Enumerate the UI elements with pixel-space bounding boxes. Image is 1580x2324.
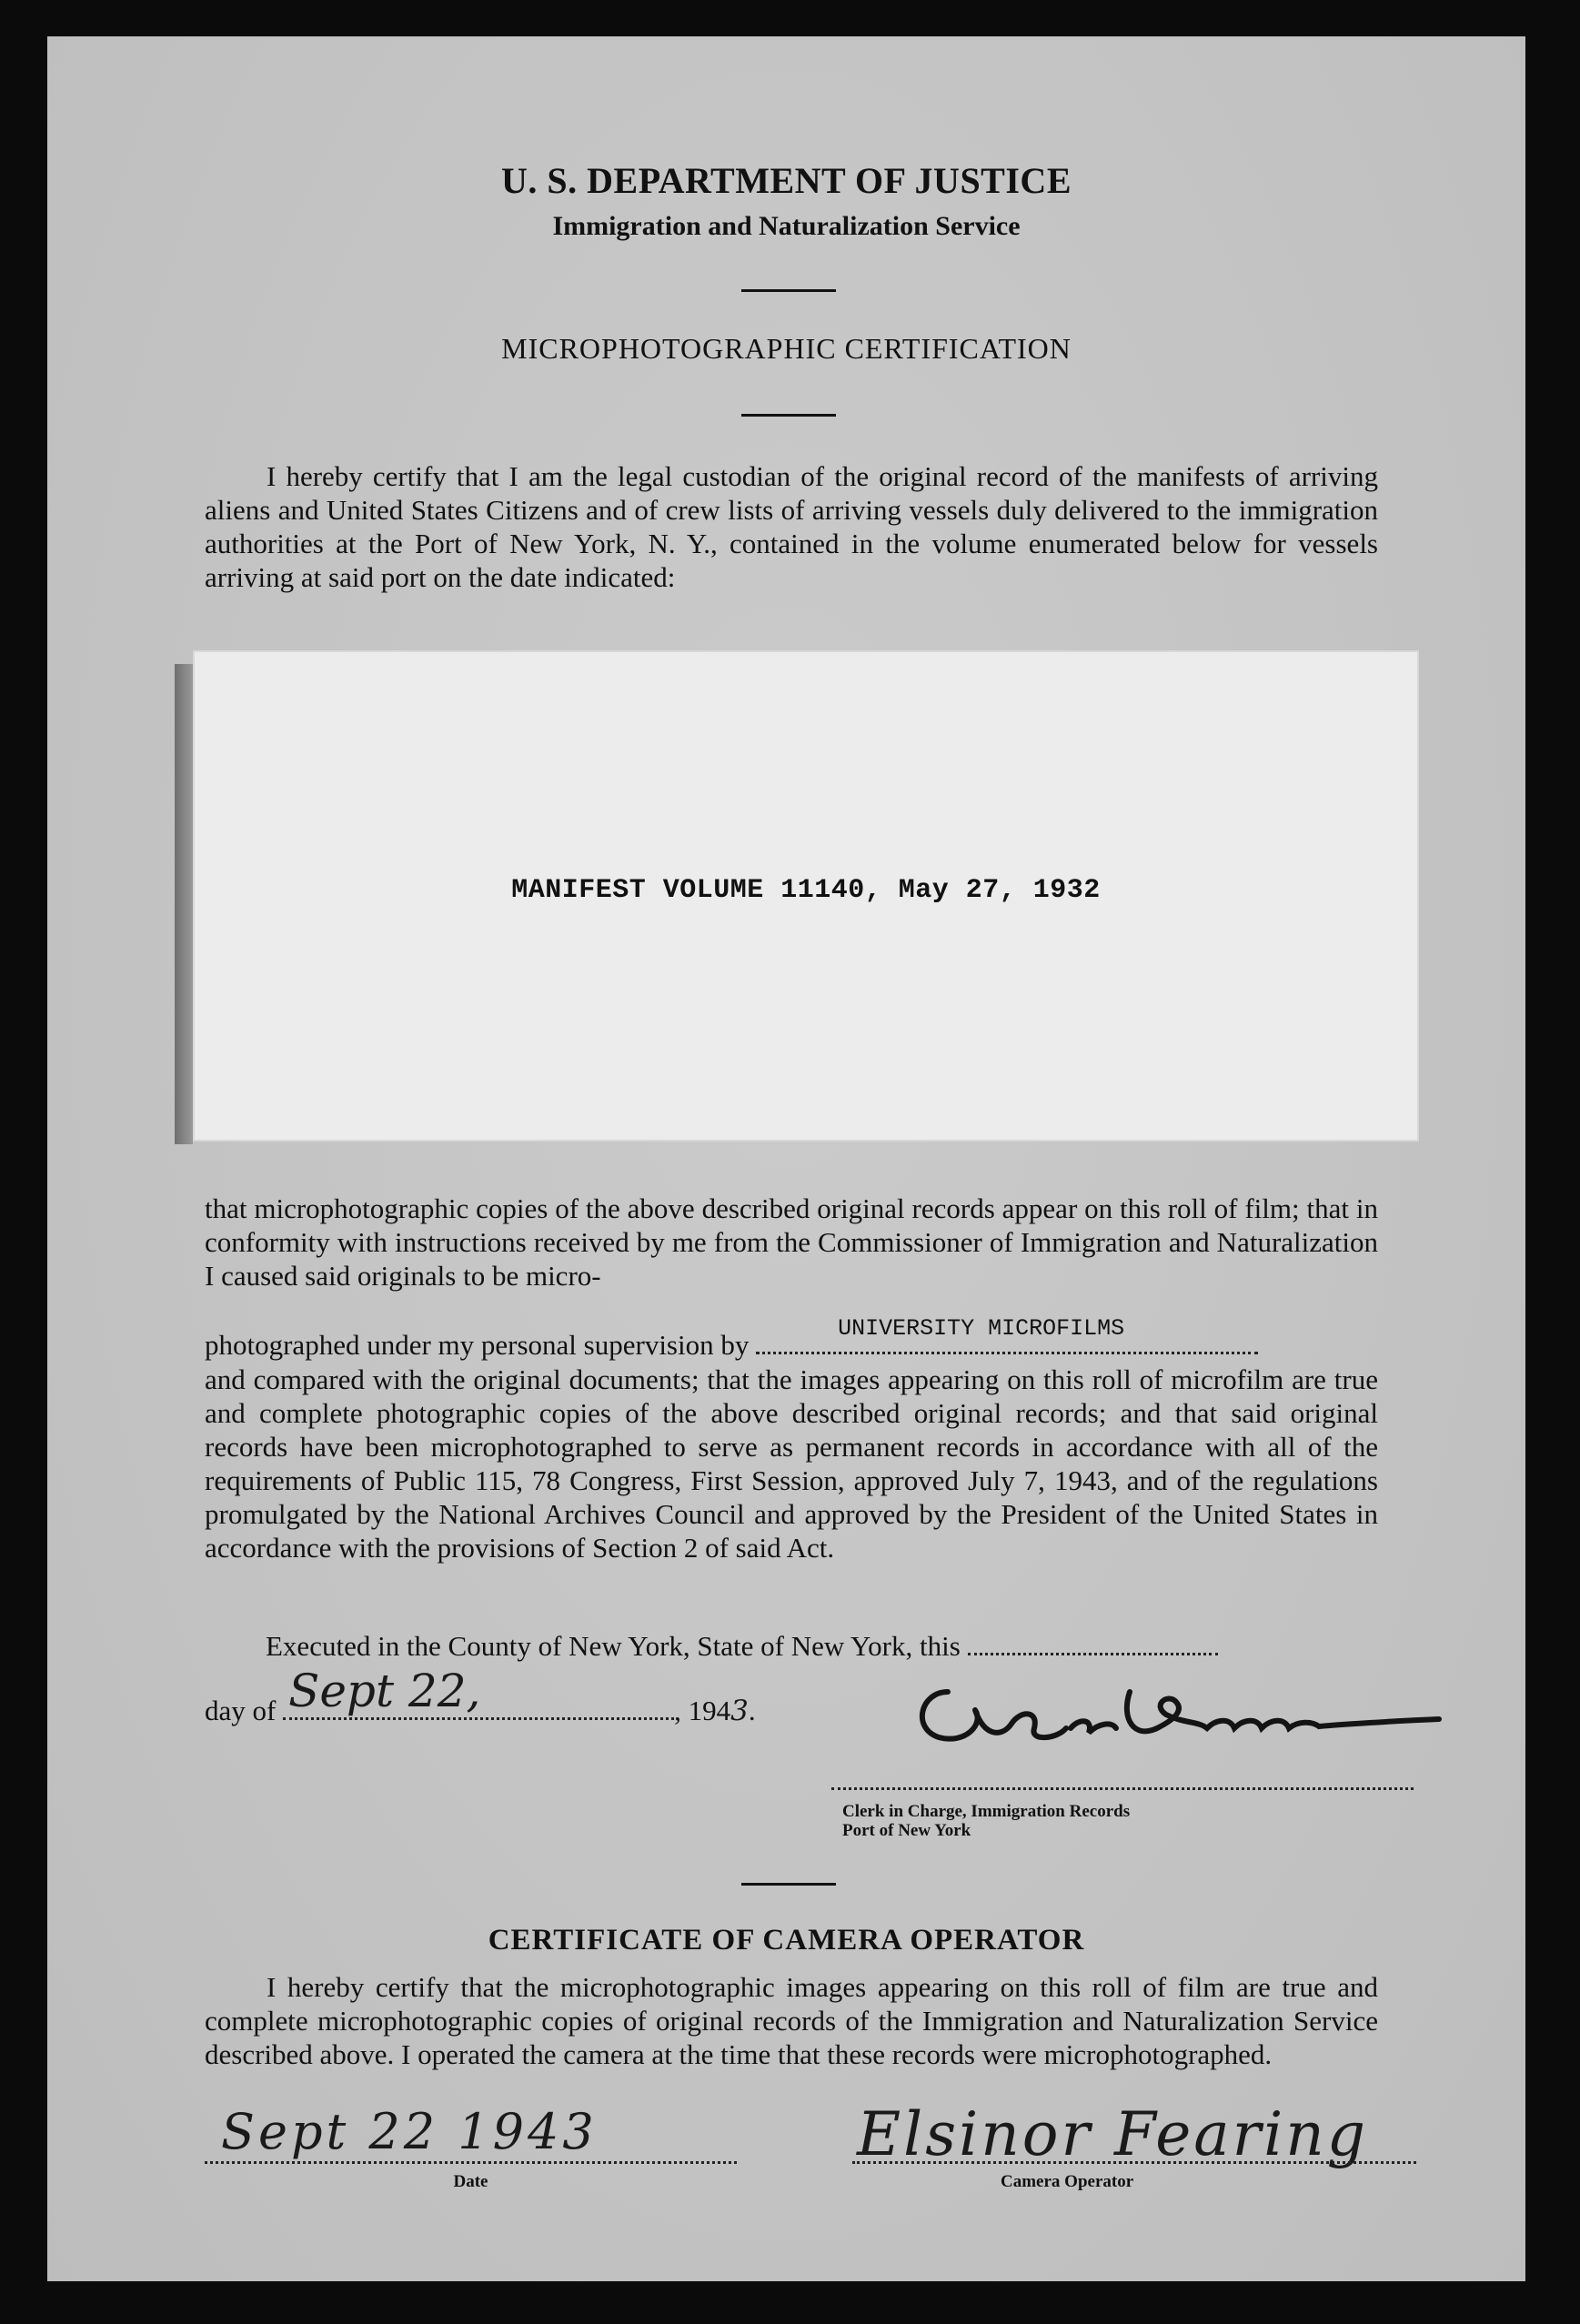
year-suffix: . — [748, 1695, 756, 1726]
executed-text: Executed in the County of New York, State of New York, this — [266, 1630, 961, 1662]
volume-card-text: MANIFEST VOLUME 11140, May 27, 1932 — [511, 875, 1101, 906]
section-divider — [741, 1883, 836, 1886]
camera-certificate-paragraph: I hereby certify that the microphotographic images appearing on this roll of film are true and complete microphotographic copies of original records of the Immigration and Naturalization Service described above. I operated the camera at the time that these records were microphotographed. — [205, 1971, 1378, 2070]
company-fill-line — [756, 1315, 1258, 1354]
supervision-line — [205, 1315, 1378, 1363]
handwritten-year-digit: 3 — [730, 1695, 749, 1727]
department-heading: U. S. DEPARTMENT OF JUSTICE — [501, 160, 1072, 201]
clerk-location: Port of New York — [842, 1821, 971, 1840]
operator-signature: Elsinor Fearing — [857, 2099, 1369, 2169]
certification-title: MICROPHOTOGRAPHIC CERTIFICATION — [501, 332, 1072, 365]
title-divider — [741, 414, 836, 417]
film-paragraph-start: that microphotographic copies of the above described original records appear on this roll of film; that in conformity with instructions received by me from the Commissioner of Immigration and Naturalization I caused said originals to be micro- — [205, 1192, 1378, 1292]
volume-card — [193, 650, 1419, 1142]
day-of-label: day of — [205, 1695, 277, 1726]
service-subheading: Immigration and Naturalization Service — [552, 211, 1021, 241]
clerk-signature — [884, 1637, 1448, 1774]
intro-paragraph: I hereby certify that I am the legal custodian of the original record of the manifests of arriving aliens and United States Citizens and of crew lists of arriving vessels duly delivered to the immigration authorities at the Port of New York, N. Y., contained in the volume enumerated below for vessels arriving at said port on the date indicated: — [205, 460, 1378, 593]
operator-label: Camera Operator — [1001, 2172, 1134, 2191]
card-edge-shadow — [175, 664, 193, 1144]
supervision-text: photographed under my personal supervision by — [205, 1329, 750, 1361]
year-prefix: , 194 — [674, 1695, 731, 1726]
day-of-line — [205, 1665, 756, 1727]
handwritten-exec-date: Sept 22, — [288, 1665, 481, 1717]
camera-date-field — [205, 2103, 737, 2160]
operator-signature-line — [852, 2161, 1416, 2164]
handwritten-camera-date: Sept 22 1943 — [221, 2103, 598, 2160]
typed-company: UNIVERSITY MICROFILMS — [838, 1315, 1125, 1342]
film-paragraph-end: and compared with the original documents; that the images appearing on this roll of microfilm are true and complete photographic copies of the above described original records; and that said original records have been microphotographed to serve as permanent records in accordance with all of the requirements of Public 115, 78 Congress, First Session, approved July 7, 1943, and of the regulations promulgated by the National Archives Council and approved by the President of the United States in accordance with the provisions of Section 2 of said Act. — [205, 1363, 1378, 1564]
date-fill-line — [283, 1665, 674, 1720]
clerk-signature-line — [831, 1787, 1414, 1790]
header-divider — [741, 289, 836, 292]
document-page — [47, 36, 1525, 2281]
clerk-title: Clerk in Charge, Immigration Records — [842, 1802, 1131, 1821]
camera-certificate-title: CERTIFICATE OF CAMERA OPERATOR — [488, 1924, 1085, 1957]
operator-signature-field — [852, 2099, 1416, 2221]
date-signature-line — [205, 2161, 737, 2164]
date-label: Date — [453, 2172, 488, 2191]
